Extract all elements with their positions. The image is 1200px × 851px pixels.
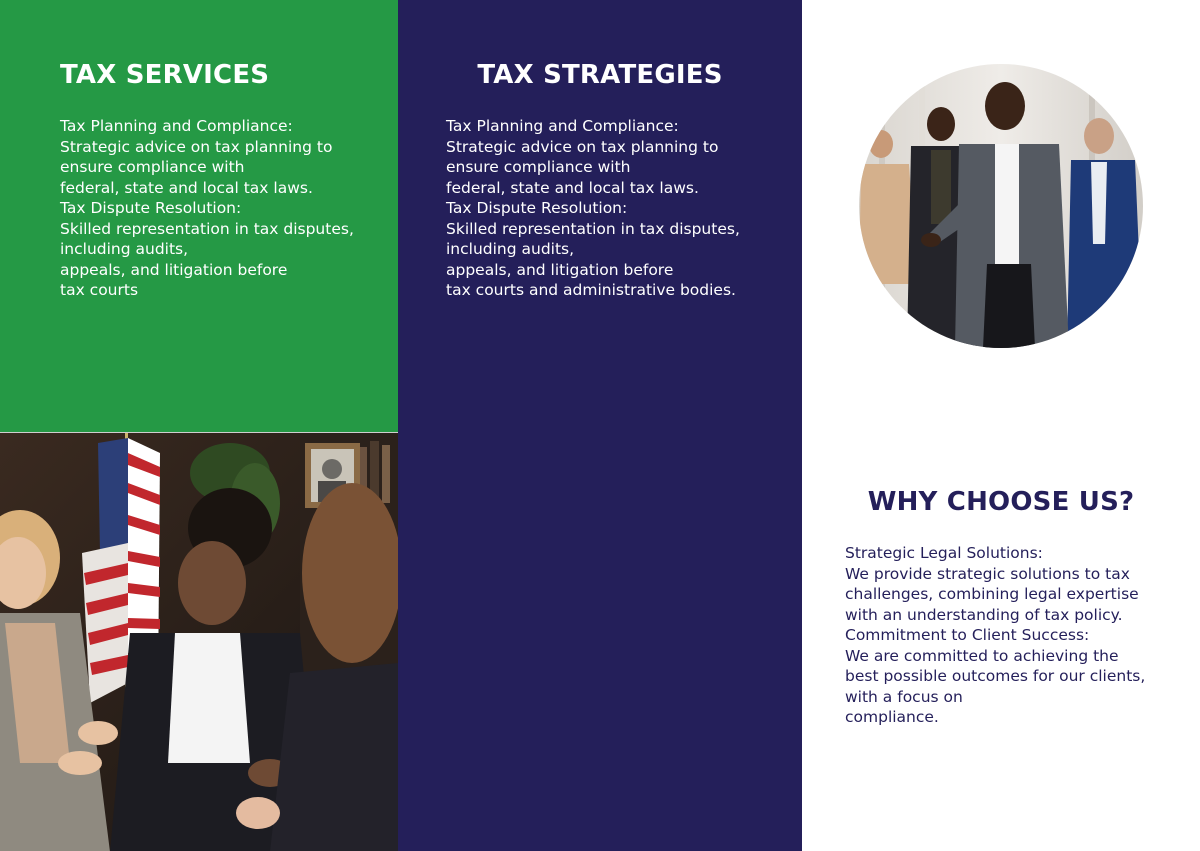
why-line: compliance. <box>845 708 939 726</box>
why-line: We are committed to achieving the <box>845 646 1119 665</box>
tax-services-title: TAX SERVICES <box>60 60 270 90</box>
team-photo-image <box>859 64 1143 348</box>
services-line: tax courts <box>60 281 139 299</box>
strategies-line: appeals, and litigation before <box>446 260 674 279</box>
why-line: Commitment to Client Success: <box>845 626 1090 644</box>
team-photo <box>859 64 1143 348</box>
services-line: Strategic advice on tax planning to <box>60 137 333 156</box>
why-line: with a focus on <box>845 687 963 706</box>
strategies-line: including audits, <box>446 240 575 258</box>
services-line: ensure compliance with <box>60 158 245 176</box>
services-line: Tax Dispute Resolution: <box>60 199 242 217</box>
why-choose-us-panel <box>802 0 1200 851</box>
why-line: We provide strategic solutions to tax <box>845 564 1130 583</box>
why-choose-us-title: WHY CHOOSE US? <box>867 487 1135 517</box>
why-line: best possible outcomes for our clients, <box>845 667 1146 685</box>
strategies-line: Tax Planning and Compliance: <box>446 117 679 135</box>
services-line: federal, state and local tax laws. <box>60 178 313 197</box>
meeting-photo <box>0 432 398 851</box>
strategies-line: tax courts and administrative bodies. <box>446 281 736 299</box>
tax-strategies-title: TAX STRATEGIES <box>477 60 723 90</box>
services-line: including audits, <box>60 240 189 258</box>
services-line: appeals, and litigation before <box>60 260 288 279</box>
strategies-line: ensure compliance with <box>446 158 631 176</box>
strategies-line: Skilled representation in tax disputes, <box>446 219 740 238</box>
tax-services-panel <box>0 0 398 432</box>
why-line: challenges, combining legal expertise <box>845 585 1139 603</box>
why-line: Strategic Legal Solutions: <box>845 544 1043 562</box>
services-line: Skilled representation in tax disputes, <box>60 219 354 238</box>
meeting-photo-image <box>0 433 398 851</box>
why-line: with an understanding of tax policy. <box>845 605 1123 624</box>
why-choose-us-body <box>845 543 1145 728</box>
strategies-line: federal, state and local tax laws. <box>446 178 699 197</box>
tax-services-body <box>60 116 354 301</box>
strategies-line: Tax Dispute Resolution: <box>446 199 628 217</box>
tax-strategies-body <box>446 116 740 301</box>
strategies-line: Strategic advice on tax planning to <box>446 137 719 156</box>
tax-strategies-panel <box>398 0 802 851</box>
services-line: Tax Planning and Compliance: <box>60 117 293 135</box>
